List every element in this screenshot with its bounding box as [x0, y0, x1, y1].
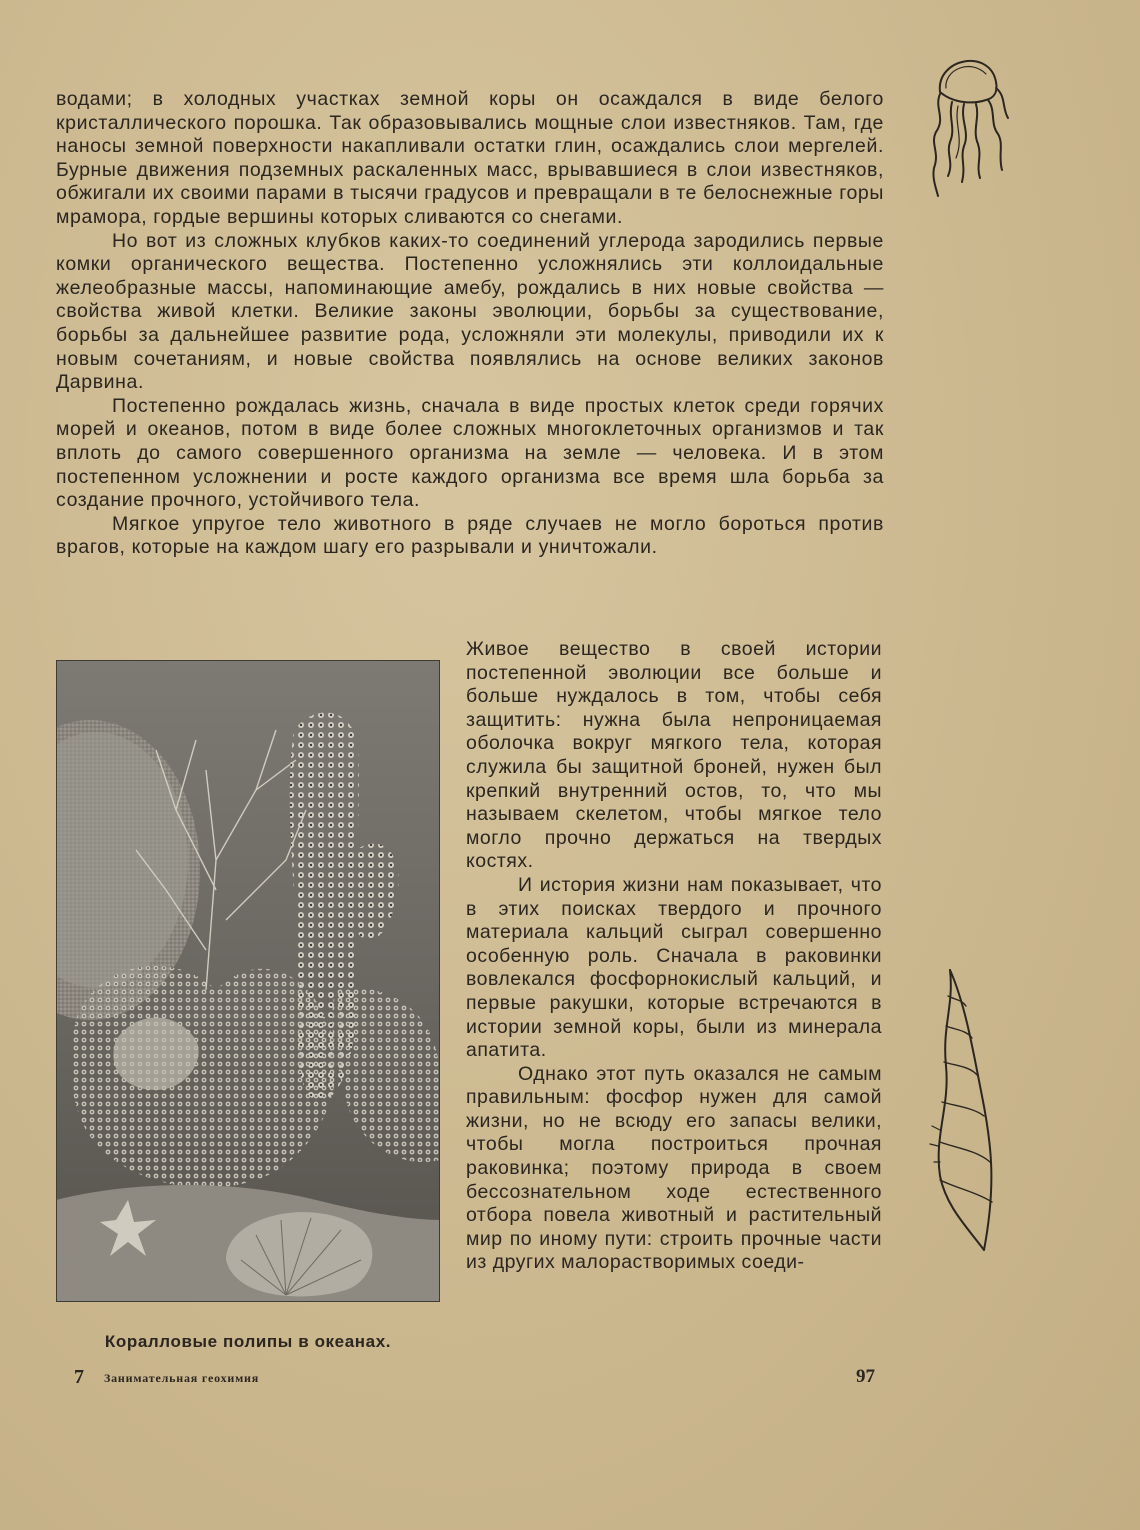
coral-polyps-figure: [56, 660, 440, 1302]
paragraph: Постепенно рождалась жизнь, сначала в виде простых клеток среди горячих морей и океанов, потом в виде более сложных многоклеточных организмов и так вплоть до самого совершенного организма на земле — человека. И в этом постепенном усложнении и росте каждого организма все время шла борьба за создание прочного, устойчивого тела.: [56, 394, 884, 512]
page-number: 97: [856, 1366, 875, 1387]
jellyfish-illustration: [930, 48, 1010, 208]
paragraph: Живое вещество в своей истории постепенной эволюции все больше и больше нуждалось в том, чтобы себя защитить: нужна была непроницаемая оболочка вокруг мягкого тела, которая служила бы защитной броней, нужен был крепкий внутренний остов, то, что мы называем скелетом, чтобы мягкое тело могло прочно держаться на твердых костях.: [466, 638, 882, 873]
paragraph: водами; в холодных участках земной коры он осаждался в виде белого кристаллического порошка. Так образовывались мощные слои известняков. Там, где наносы земной поверхности накапливали остатки глин, осаждались слои мергелей. Бурные движения подземных раскаленных масс, врывавшиеся в слои известняков, обжигали их своими парами в тысячи градусов и превращали в те белоснежные горы мрамора, гордые вершины которых сливаются со снегами.: [56, 88, 884, 228]
paragraph: Мягкое упругое тело животного в ряде случаев не могло бороться против врагов, которые на каждом шагу его разрывали и уничтожали.: [56, 512, 884, 559]
paragraph: Однако этот путь оказался не самым правильным: фосфор нужен для самой жизни, но не всюду его запасы велики, чтобы могла построиться прочная раковинка; поэтому природа в своем бессознательном ходе естественного отбора повела животный и растительный мир по иному пути: строить прочные части из других малорастворимых соеди-: [466, 1062, 882, 1274]
signature-number: 7: [74, 1366, 84, 1388]
paragraph: Но вот из сложных клубков каких-то соединений углерода зародились первые комки органического вещества. Постепенно усложнялись эти коллоидальные желеобразные массы, напоминающие амебу, рождались в них новые свойства — свойства живой клетки. Великие законы эволюции, борьбы за существование, борьбы за дальнейшее развитие рода, усложняли эти молекулы, приводили их к новым сочетаниям, и новые свойства появлялись на основе великих законов Дарвина.: [56, 229, 884, 394]
spiral-shell-illustration: [926, 966, 998, 1256]
paragraph: И история жизни нам показывает, что в этих поисках твердого и прочного материала кальций сыграл совершенно особенную роль. Сначала в раковинки вовлекался фосфорнокислый кальций, и первые ракушки, которые встречаются в истории земной коры, были из минерала апатита.: [466, 873, 882, 1062]
figure-caption: Коралловые полипы в океанах.: [104, 1332, 392, 1351]
main-text: [56, 88, 884, 560]
column-text: [466, 638, 882, 1275]
book-title: Занимательная геохимия: [104, 1371, 260, 1385]
